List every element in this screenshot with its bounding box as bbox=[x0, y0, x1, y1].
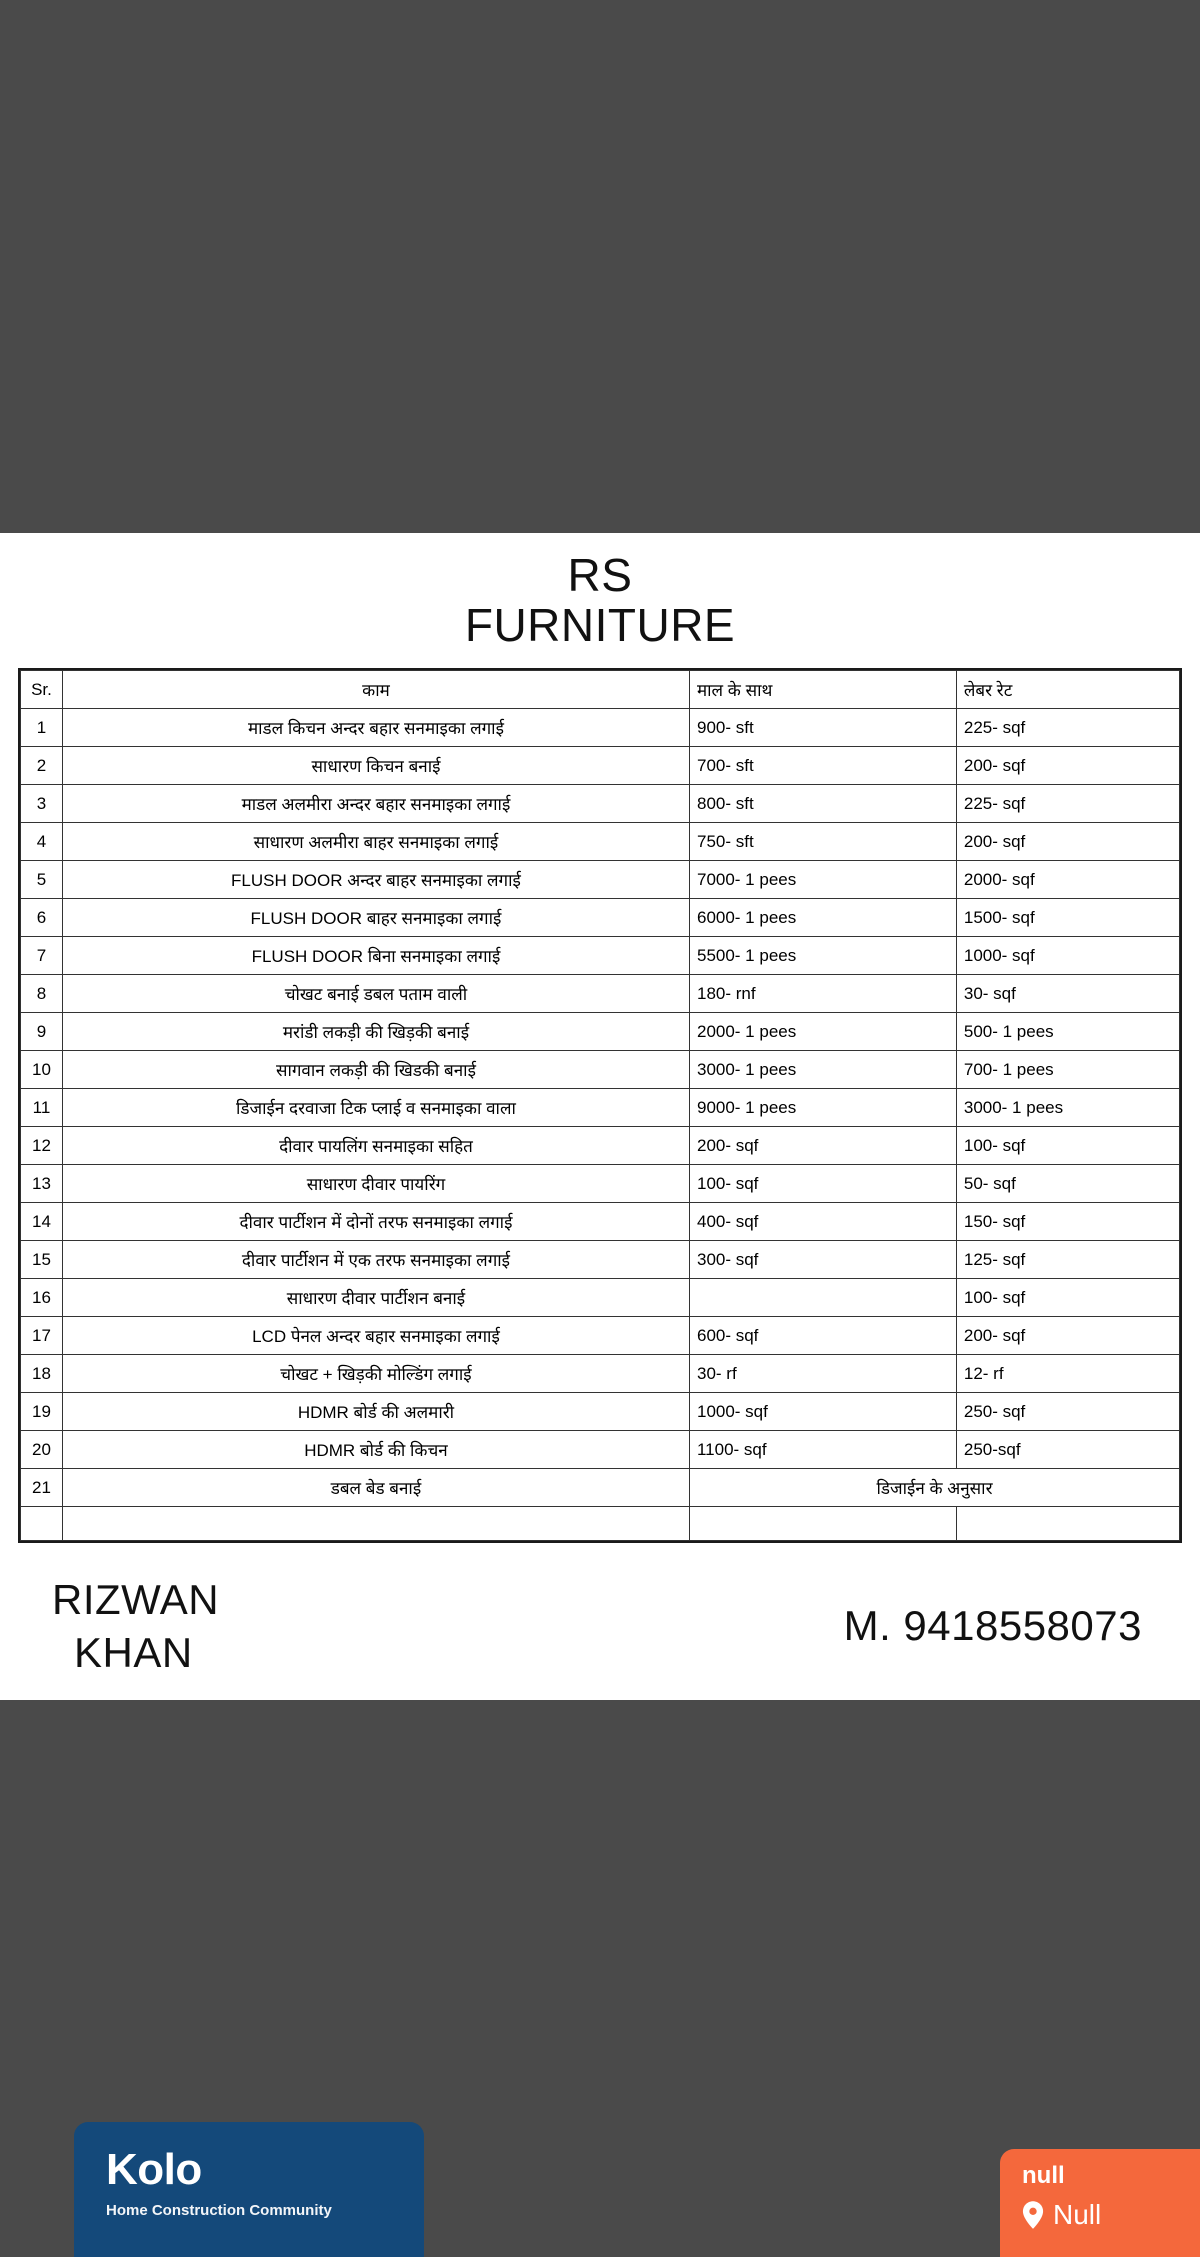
cell-labour: 200- sqf bbox=[956, 1317, 1179, 1355]
cell-sr: 16 bbox=[21, 1279, 63, 1317]
cell-work: दीवार पार्टीशन में एक तरफ सनमाइका लगाई bbox=[62, 1241, 689, 1279]
cell-material: 600- sqf bbox=[689, 1317, 956, 1355]
location-row bbox=[1022, 2199, 1200, 2231]
table-row bbox=[21, 785, 1180, 823]
table-header-row bbox=[21, 671, 1180, 709]
owner-name-line-2: KHAN bbox=[74, 1628, 193, 1676]
document-footer bbox=[0, 1576, 1200, 1700]
cell-sr: 14 bbox=[21, 1203, 63, 1241]
cell-material: 750- sft bbox=[689, 823, 956, 861]
table-row-last bbox=[21, 1469, 1180, 1507]
cell-material: 1100- sqf bbox=[689, 1431, 956, 1469]
table-row-blank bbox=[21, 1507, 1180, 1541]
cell-work: चोखट बनाई डबल पताम वाली bbox=[62, 975, 689, 1013]
cell-work-blank bbox=[62, 1507, 689, 1541]
cell-sr: 3 bbox=[21, 785, 63, 823]
table-row bbox=[21, 1013, 1180, 1051]
cell-sr: 19 bbox=[21, 1393, 63, 1431]
cell-work: FLUSH DOOR बाहर सनमाइका लगाई bbox=[62, 899, 689, 937]
cell-work: HDMR बोर्ड की अलमारी bbox=[62, 1393, 689, 1431]
cell-labour: 2000- sqf bbox=[956, 861, 1179, 899]
cell-sr: 4 bbox=[21, 823, 63, 861]
cell-labour: 250-sqf bbox=[956, 1431, 1179, 1469]
cell-work: FLUSH DOOR अन्दर बाहर सनमाइका लगाई bbox=[62, 861, 689, 899]
cell-labour: 12- rf bbox=[956, 1355, 1179, 1393]
table-header bbox=[21, 671, 1180, 709]
cell-work: दीवार पार्टीशन में दोनों तरफ सनमाइका लगाई bbox=[62, 1203, 689, 1241]
cell-work: मरांडी लकड़ी की खिड़की बनाई bbox=[62, 1013, 689, 1051]
cell-material: 800- sft bbox=[689, 785, 956, 823]
cell-material: 5500- 1 pees bbox=[689, 937, 956, 975]
rate-table bbox=[20, 670, 1180, 1541]
cell-sr: 17 bbox=[21, 1317, 63, 1355]
title-line-1: RS bbox=[567, 549, 633, 601]
cell-sr: 12 bbox=[21, 1127, 63, 1165]
table-row bbox=[21, 975, 1180, 1013]
cell-labour: 225- sqf bbox=[956, 709, 1179, 747]
kolo-branding-badge[interactable] bbox=[74, 2122, 424, 2257]
header-sr: Sr. bbox=[21, 671, 63, 709]
cell-material: 6000- 1 pees bbox=[689, 899, 956, 937]
cell-sr: 7 bbox=[21, 937, 63, 975]
cell-work: माडल अलमीरा अन्दर बहार सनमाइका लगाई bbox=[62, 785, 689, 823]
cell-labour: 3000- 1 pees bbox=[956, 1089, 1179, 1127]
owner-name bbox=[52, 1574, 219, 1679]
cell-labour: 200- sqf bbox=[956, 747, 1179, 785]
cell-sr: 21 bbox=[21, 1469, 63, 1507]
cell-work: FLUSH DOOR बिना सनमाइका लगाई bbox=[62, 937, 689, 975]
cell-work: चोखट + खिड़की मोल्डिंग लगाई bbox=[62, 1355, 689, 1393]
table-row bbox=[21, 1127, 1180, 1165]
cell-labour: 700- 1 pees bbox=[956, 1051, 1179, 1089]
cell-labour: 125- sqf bbox=[956, 1241, 1179, 1279]
table-row bbox=[21, 1089, 1180, 1127]
cell-labour: 30- sqf bbox=[956, 975, 1179, 1013]
cell-labour: 200- sqf bbox=[956, 823, 1179, 861]
table-row bbox=[21, 1393, 1180, 1431]
cell-work: साधारण दीवार पार्टीशन बनाई bbox=[62, 1279, 689, 1317]
cell-labour: 50- sqf bbox=[956, 1165, 1179, 1203]
cell-work: साधारण अलमीरा बाहर सनमाइका लगाई bbox=[62, 823, 689, 861]
header-labour: लेबर रेट bbox=[956, 671, 1179, 709]
cell-labour: 100- sqf bbox=[956, 1279, 1179, 1317]
cell-material: 100- sqf bbox=[689, 1165, 956, 1203]
cell-work: HDMR बोर्ड की किचन bbox=[62, 1431, 689, 1469]
cell-work: सागवान लकड़ी की खिडकी बनाई bbox=[62, 1051, 689, 1089]
table-row bbox=[21, 861, 1180, 899]
cell-material-blank bbox=[689, 1507, 956, 1541]
cell-material: 300- sqf bbox=[689, 1241, 956, 1279]
cell-labour: 1000- sqf bbox=[956, 937, 1179, 975]
table-row bbox=[21, 1051, 1180, 1089]
header-work: काम bbox=[62, 671, 689, 709]
table-row bbox=[21, 1355, 1180, 1393]
cell-work: डबल बेड बनाई bbox=[62, 1469, 689, 1507]
location-name: Null bbox=[1053, 2199, 1102, 2231]
cell-sr: 2 bbox=[21, 747, 63, 785]
cell-labour: 250- sqf bbox=[956, 1393, 1179, 1431]
cell-material: 180- rnf bbox=[689, 975, 956, 1013]
cell-sr: 20 bbox=[21, 1431, 63, 1469]
owner-name-line-1: RIZWAN bbox=[52, 1576, 220, 1623]
cell-sr: 13 bbox=[21, 1165, 63, 1203]
cell-sr: 8 bbox=[21, 975, 63, 1013]
table-row bbox=[21, 1279, 1180, 1317]
cell-material: 30- rf bbox=[689, 1355, 956, 1393]
table-row bbox=[21, 1317, 1180, 1355]
table-row bbox=[21, 1241, 1180, 1279]
cell-material: 2000- 1 pees bbox=[689, 1013, 956, 1051]
cell-sr: 6 bbox=[21, 899, 63, 937]
cell-sr: 18 bbox=[21, 1355, 63, 1393]
rate-table-wrapper bbox=[18, 668, 1182, 1543]
cell-sr: 11 bbox=[21, 1089, 63, 1127]
cell-labour: 1500- sqf bbox=[956, 899, 1179, 937]
header-material: माल के साथ bbox=[689, 671, 956, 709]
cell-material: 1000- sqf bbox=[689, 1393, 956, 1431]
cell-material: 900- sft bbox=[689, 709, 956, 747]
cell-work: माडल किचन अन्दर बहार सनमाइका लगाई bbox=[62, 709, 689, 747]
cell-labour: 500- 1 pees bbox=[956, 1013, 1179, 1051]
cell-labour: 100- sqf bbox=[956, 1127, 1179, 1165]
cell-material: 9000- 1 pees bbox=[689, 1089, 956, 1127]
cell-labour-blank bbox=[956, 1507, 1179, 1541]
location-pin-icon bbox=[1022, 2201, 1044, 2229]
title-line-2: FURNITURE bbox=[464, 598, 736, 651]
cell-sr: 5 bbox=[21, 861, 63, 899]
page-title bbox=[0, 533, 1200, 650]
cell-work: साधारण किचन बनाई bbox=[62, 747, 689, 785]
cell-sr: 9 bbox=[21, 1013, 63, 1051]
cell-work: LCD पेनल अन्दर बहार सनमाइका लगाई bbox=[62, 1317, 689, 1355]
cell-material bbox=[689, 1279, 956, 1317]
cell-material: 700- sft bbox=[689, 747, 956, 785]
table-row bbox=[21, 709, 1180, 747]
table-row bbox=[21, 1165, 1180, 1203]
phone-number: M. 9418558073 bbox=[843, 1602, 1142, 1649]
table-row bbox=[21, 1203, 1180, 1241]
cell-design-note: डिजाईन के अनुसार bbox=[689, 1469, 1179, 1507]
cell-labour: 225- sqf bbox=[956, 785, 1179, 823]
table-row bbox=[21, 1431, 1180, 1469]
cell-sr: 10 bbox=[21, 1051, 63, 1089]
table-body bbox=[21, 709, 1180, 1541]
kolo-logo-text: Kolo bbox=[106, 2145, 202, 2194]
cell-work: साधारण दीवार पायरिंग bbox=[62, 1165, 689, 1203]
cell-material: 3000- 1 pees bbox=[689, 1051, 956, 1089]
table-row bbox=[21, 899, 1180, 937]
cell-material: 200- sqf bbox=[689, 1127, 956, 1165]
table-row bbox=[21, 937, 1180, 975]
location-title: null bbox=[1022, 2162, 1065, 2189]
cell-material: 7000- 1 pees bbox=[689, 861, 956, 899]
cell-sr: 1 bbox=[21, 709, 63, 747]
cell-sr: 15 bbox=[21, 1241, 63, 1279]
cell-sr-blank bbox=[21, 1507, 63, 1541]
document-card bbox=[0, 533, 1200, 1700]
cell-labour: 150- sqf bbox=[956, 1203, 1179, 1241]
cell-work: डिजाईन दरवाजा टिक प्लाई व सनमाइका वाला bbox=[62, 1089, 689, 1127]
cell-material: 400- sqf bbox=[689, 1203, 956, 1241]
kolo-tagline: Home Construction Community bbox=[106, 2202, 332, 2219]
table-row bbox=[21, 747, 1180, 785]
table-row bbox=[21, 823, 1180, 861]
cell-work: दीवार पायलिंग सनमाइका सहित bbox=[62, 1127, 689, 1165]
location-badge[interactable] bbox=[1000, 2149, 1200, 2257]
